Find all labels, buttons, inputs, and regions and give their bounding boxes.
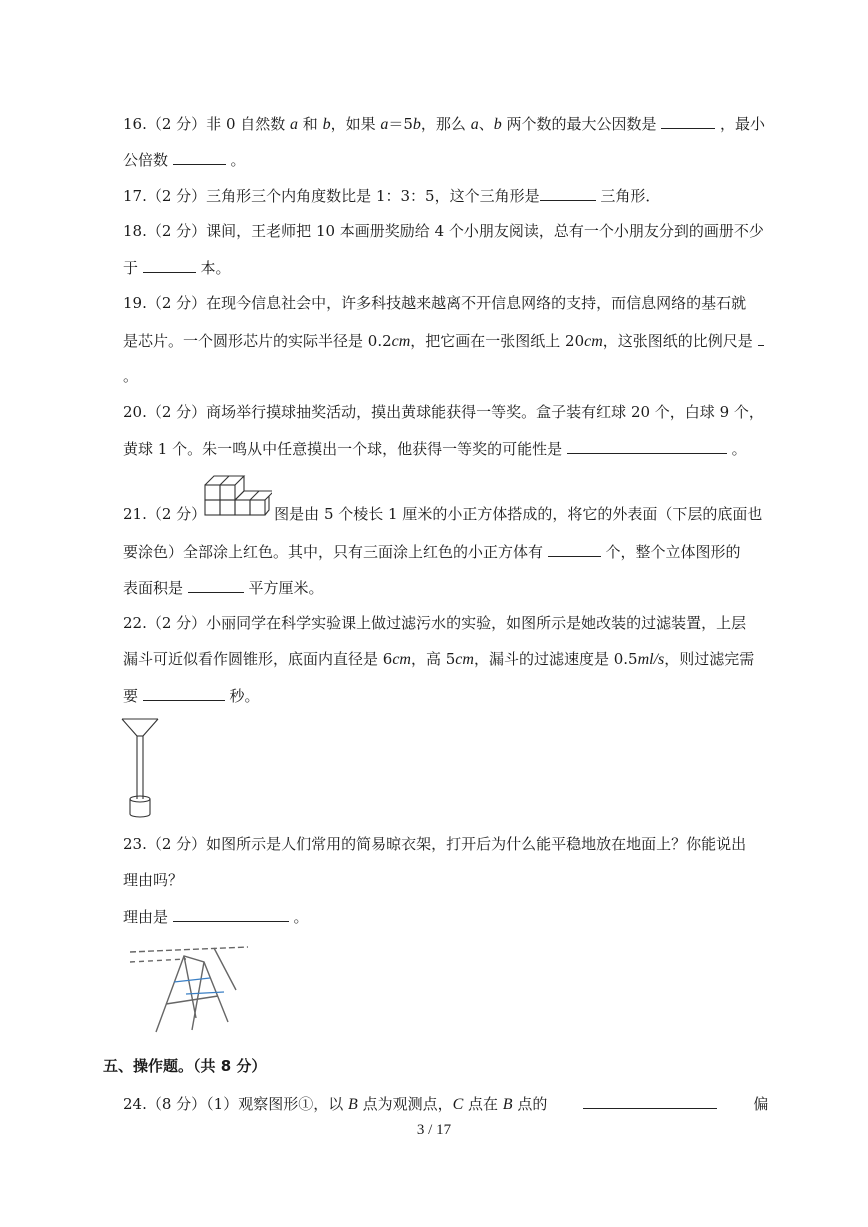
filter-funnel-figure	[120, 717, 162, 819]
answer-blank-direction[interactable]	[583, 1093, 717, 1109]
text: ，这张图纸的比例尺是	[602, 332, 758, 350]
text: ，则过滤完需	[664, 650, 755, 668]
circled-number: ①	[298, 1095, 314, 1113]
q20-line1	[123, 402, 764, 422]
text: 平方厘米。	[243, 579, 324, 597]
question-number: 24.	[123, 1095, 147, 1113]
unit: cm	[391, 333, 411, 350]
text: 点在	[463, 1095, 503, 1113]
text: ＝5	[388, 115, 413, 133]
text: ，最小	[715, 115, 766, 133]
var-a: a	[290, 116, 299, 133]
text: 点为观测点，	[357, 1095, 453, 1113]
var-b: b	[412, 116, 421, 133]
text: 和	[298, 115, 323, 133]
answer-blank-surface-area[interactable]	[188, 577, 244, 593]
text: 要	[123, 687, 143, 705]
q16-line2	[123, 149, 246, 170]
q19-line1	[123, 293, 746, 313]
q22-line1	[123, 613, 746, 633]
question-number: 22.	[123, 614, 147, 632]
text: ，高 5	[410, 650, 456, 668]
text: 理由是	[123, 908, 173, 926]
text: 商场举行摸球抽奖活动，摸出黄球能获得一等奖。盒子装有红球 20 个，白球 9 个，	[206, 403, 764, 421]
section-heading: 五、操作题。（共 8 分）	[103, 1057, 267, 1075]
text: 如图所示是人们常用的简易晾衣架，打开后为什么能平稳地放在地面上？你能说出	[206, 835, 747, 853]
page-total: 17	[436, 1122, 452, 1138]
score: （2 分）	[146, 835, 207, 853]
point-c: C	[452, 1096, 464, 1113]
question-number: 18.	[123, 222, 147, 240]
score: （2 分）	[146, 187, 207, 205]
score: （2 分）	[146, 614, 207, 632]
point-b: B	[502, 1096, 513, 1113]
text: 图是由 5 个棱长 1 厘米的小正方体搭成的，将它的外表面（下层的底面也	[274, 505, 763, 523]
q17-line1	[123, 185, 660, 206]
q18-line2	[123, 257, 231, 278]
text: ，如果	[330, 115, 381, 133]
score: （2 分）	[146, 505, 207, 523]
text: ，把它画在一张图纸上 20	[410, 332, 585, 350]
score: （2 分）	[146, 294, 207, 312]
point-b: B	[348, 1096, 358, 1113]
answer-blank-books[interactable]	[143, 257, 196, 273]
text: 非 0 自然数	[206, 115, 291, 133]
text: 是芯片。一个圆形芯片的实际半径是 0.2	[123, 332, 392, 350]
q18-line1	[123, 221, 764, 241]
q19-line2	[123, 330, 764, 352]
score: （2 分）	[146, 403, 207, 421]
question-number: 19.	[123, 294, 147, 312]
text: 偏	[753, 1095, 769, 1113]
unit: ml/s	[637, 651, 665, 668]
unit: cm	[455, 651, 474, 668]
answer-blank-scale[interactable]	[758, 330, 764, 346]
q19-line3	[123, 366, 138, 386]
page-separator: /	[424, 1122, 437, 1138]
page-current: 3	[416, 1122, 425, 1138]
text: 于	[123, 259, 143, 277]
text: 漏斗可近似看作圆锥形，底面内直径是 6	[123, 650, 393, 668]
text: ，那么	[420, 115, 471, 133]
text: 小丽同学在科学实验课上做过滤污水的实验，如图所示是她改装的过滤装置，上层	[206, 614, 747, 632]
q21-line2	[123, 541, 741, 562]
unit: cm	[584, 333, 603, 350]
text: 、	[478, 115, 494, 133]
var-b: b	[493, 116, 502, 133]
score: （8 分）	[146, 1095, 207, 1113]
q23-line1	[123, 834, 746, 854]
text: 。	[726, 440, 747, 458]
text: 黄球 1 个。朱一鸣从中任意摸出一个球，他获得一等奖的可能性是	[123, 440, 567, 458]
text: 三角形三个内角度数比是 1：3：5，这个三角形是	[206, 187, 540, 205]
unit: cm	[392, 651, 411, 668]
q20-line2	[123, 438, 747, 459]
question-number: 23.	[123, 835, 147, 853]
text: 公倍数	[123, 151, 173, 169]
text: 点的	[512, 1095, 548, 1113]
q22-line3	[123, 685, 260, 706]
text: 秒。	[224, 687, 260, 705]
text: 两个数的最大公因数是	[501, 115, 662, 133]
text: 个，整个立体图形的	[600, 543, 741, 561]
text: （1）观察图形	[206, 1095, 299, 1113]
question-number: 17.	[123, 187, 147, 205]
q21-line1	[123, 504, 762, 524]
text: 表面积是	[123, 579, 188, 597]
answer-blank-lcm[interactable]	[173, 149, 226, 165]
page-number	[0, 1122, 868, 1139]
q16-line1	[123, 113, 765, 135]
score: （2 分）	[146, 222, 207, 240]
text: 要涂色）全部涂上红色。其中，只有三面涂上红色的小正方体有	[123, 543, 548, 561]
q23-line3	[123, 906, 309, 927]
question-number: 20.	[123, 403, 147, 421]
text: 在现今信息社会中，许多科技越来越离不开信息网络的支持，而信息网络的基石就	[206, 294, 747, 312]
question-number: 21.	[123, 505, 147, 523]
text: ，以	[313, 1095, 349, 1113]
answer-blank-three-faces[interactable]	[548, 541, 601, 557]
q22-line2	[123, 649, 754, 670]
var-a: a	[470, 116, 479, 133]
drying-rack-figure	[126, 942, 256, 1042]
answer-blank-seconds[interactable]	[143, 685, 225, 701]
text: 理由吗？	[123, 871, 184, 889]
text: 课间，王老师把 10 本画册奖励给 4 个小朋友阅读，总有一个小朋友分到的画册不少	[206, 222, 764, 240]
text: ，漏斗的过滤速度是 0.5	[473, 650, 638, 668]
q23-line2	[123, 870, 183, 890]
q24-line1	[123, 1093, 768, 1115]
var-a: a	[380, 116, 389, 133]
answer-blank-probability[interactable]	[567, 438, 727, 454]
text: 三角形．	[595, 187, 661, 205]
text: 本。	[195, 259, 231, 277]
answer-blank-triangle[interactable]	[540, 185, 596, 201]
text: 。	[123, 367, 139, 385]
answer-blank-gcd[interactable]	[661, 113, 715, 129]
question-number: 16.	[123, 115, 147, 133]
score: （2 分）	[146, 115, 207, 133]
text: 。	[225, 151, 246, 169]
answer-blank-reason[interactable]	[173, 906, 289, 922]
text: 。	[288, 908, 309, 926]
var-b: b	[322, 116, 331, 133]
q21-line3	[123, 577, 324, 598]
